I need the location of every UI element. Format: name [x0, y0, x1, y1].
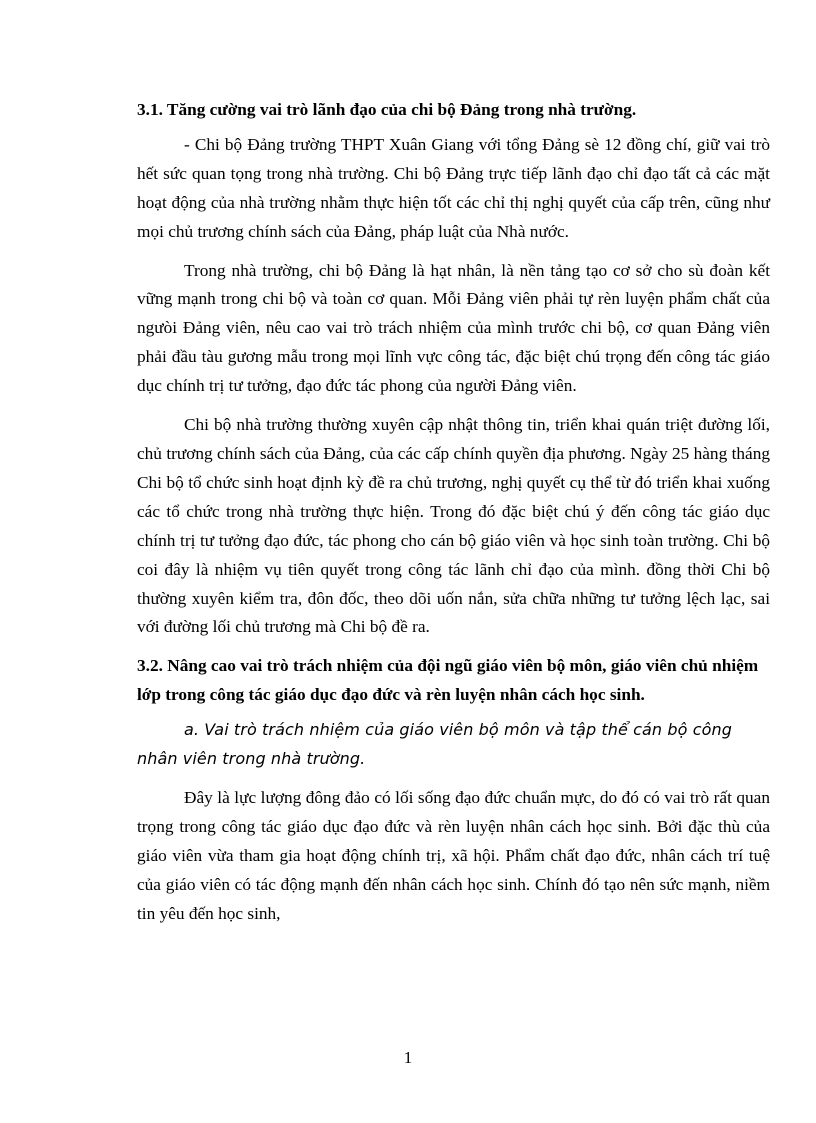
document-body [137, 96, 770, 938]
paragraph: Chi bộ nhà trường thường xuyên cập nhật thông tin, triển khai quán triệt đường lối, chủ trương chính sách của Đảng, của các cấp chính quyền địa phương. Ngày 25 hàng tháng Chi bộ tổ chức sinh hoạt định kỳ đề ra chủ trương, nghị quyết cụ thể từ đó triển khai xuống các tổ chức trong nhà trường thực hiện. Trong đó đặc biệt chú ý đến công tác giáo dục chính trị tư tưởng đạo đức, tác phong cho cán bộ giáo viên và học sinh toàn trường. Chi bộ coi đây là nhiệm vụ tiên quyết trong công tác lãnh chỉ đạo của mình. đồng thời Chi bộ thường xuyên kiểm tra, đôn đốc, theo dõi uốn nắn, sửa chữa những tư tưởng lệch lạc, sai với đường lối chủ trương mà Chi bộ đề ra. [137, 415, 770, 637]
paragraph: Trong nhà trường, chi bộ Đảng là hạt nhân, là nền tảng tạo cơ sở cho sù đoàn kết vững mạnh trong chi bộ và toàn cơ quan. Mỗi Đảng viên phải tự rèn luyện phẩm chất của ngưòi Đảng viên, nêu cao vai trò trách nhiệm của mình trước chi bộ, cơ quan Đảng viên phải đầu tàu gương mẫu trong mọi lĩnh vực công tác, đặc biệt chú trọng đến công tác giáo dục chính trị tư tưởng, đạo đức tác phong của người Đảng viên. [137, 260, 770, 396]
subheading-a: a. Vai trò trách nhiệm của giáo viên bộ môn và tập thể cán bộ công nhân viên trong nhà trường. [137, 720, 732, 769]
section-heading-3-2: 3.2. Nâng cao vai trò trách nhiệm của đội ngũ giáo viên bộ môn, giáo viên chủ nhiệm lớp trong công tác giáo dục đạo đức và rèn luyện nhân cách học sinh. [137, 656, 759, 705]
section-heading-3-1: 3.1. Tăng cường vai trò lãnh đạo của chi bộ Đảng trong nhà trường. [137, 100, 637, 119]
page-number: 1 [403, 1048, 413, 1067]
paragraph: - Chi bộ Đảng trường THPT Xuân Giang với tổng Đảng sè 12 đồng chí, giữ vai trò hết sức quan tọng trong nhà trường. Chi bộ Đảng trực tiếp lãnh đạo chỉ đạo tất cả các mặt hoạt động của nhà trường nhằm thực hiện tốt các chỉ thị nghị quyết của cấp trên, cũng như mọi chủ trương chính sách của Đảng, pháp luật của Nhà nước. [137, 134, 770, 241]
paragraph: Đây là lực lượng đông đảo có lối sống đạo đức chuẩn mực, do đó có vai trò rất quan trọng trong công tác giáo dục đạo đức và rèn luyện nhân cách học sinh. Bởi đặc thù của giáo viên vừa tham gia hoạt động chính trị, xã hội. Phẩm chất đạo đức, nhân cách trí tuệ của giáo viên có tác động mạnh đến nhân cách học sinh. Chính đó tạo nên sức mạnh, niềm tin yêu đến học sinh, [137, 787, 770, 923]
